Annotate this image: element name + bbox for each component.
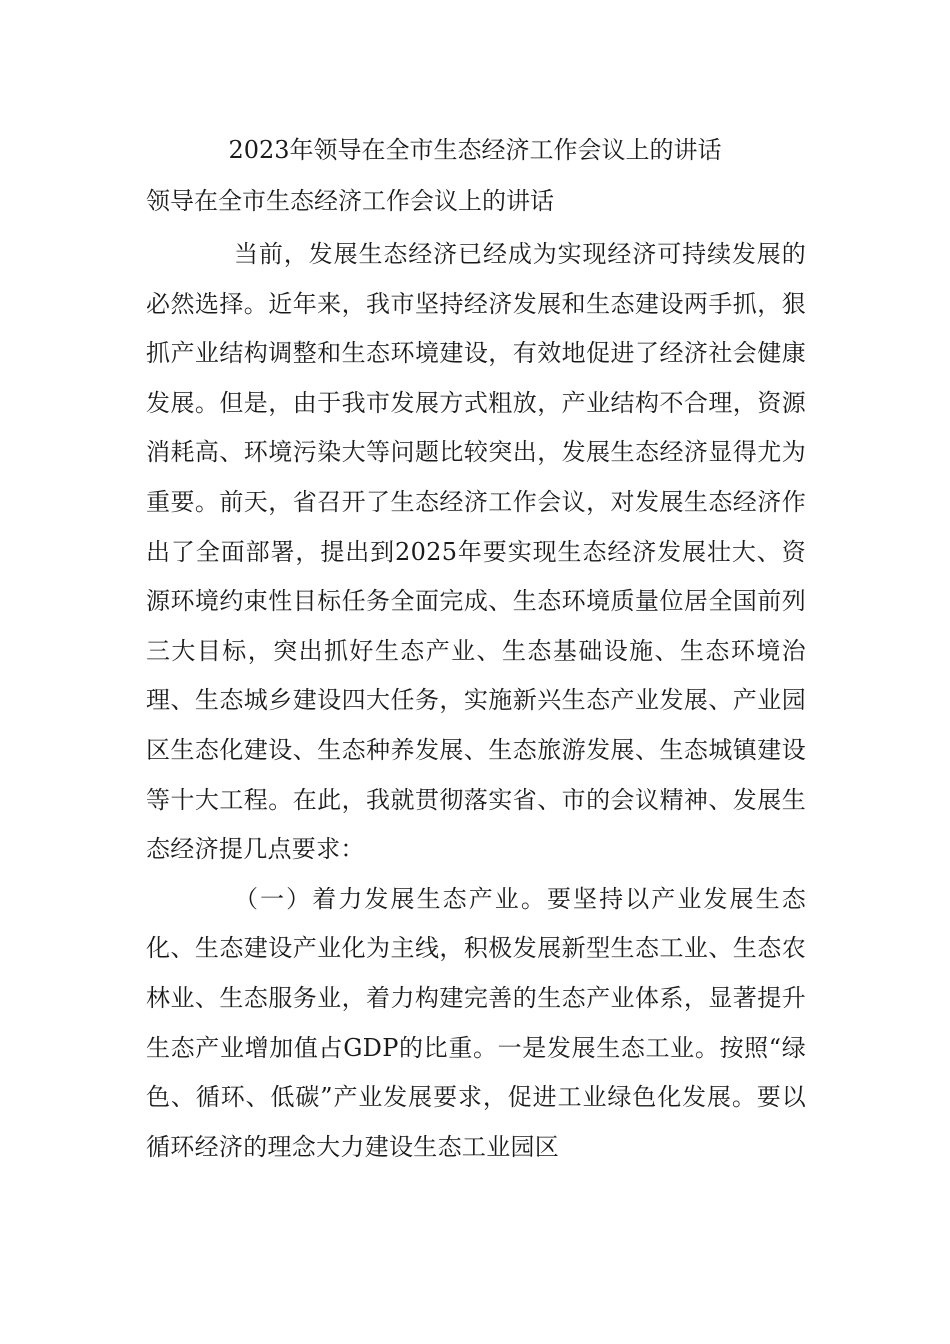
paragraph-section-one: （一）着力发展生态产业。要坚持以产业发展生态化、生态建设产业化为主线，积极发展新型生态工业、生态农林业、生态服务业，着力构建完善的生态产业体系，显著提升生态产业增加值占GDP的比重。一是发展生态工业。按照“绿色、循环、低碳”产业发展要求，促进工业绿色化发展。要以循环经济的理念大力建设生态工业园区 <box>146 884 806 1161</box>
document-title: 2023年领导在全市生态经济工作会议上的讲话 <box>228 136 722 164</box>
paragraph-intro: 当前，发展生态经济已经成为实现经济可持续发展的必然选择。近年来，我市坚持经济发展和生态建设两手抓，狠抓产业结构调整和生态环境建设，有效地促进了经济社会健康发展。但是，由于我市发展方式粗放，产业结构不合理，资源消耗高、环境污染大等问题比较突出，发展生态经济显得尤为重要。前天，省召开了生态经济工作会议，对发展生态经济作出了全面部署，提出到2025年要实现生态经济发展壮大、资源环境约束性目标任务全面完成、生态环境质量位居全国前列三大目标，突出抓好生态产业、生态基础设施、生态环境治理、生态城乡建设四大任务，实施新兴生态产业发展、产业园区生态化建设、生态种养发展、生态旅游发展、生态城镇建设等十大工程。在此，我就贯彻落实省、市的会议精神、发展生态经济提几点要求： <box>146 240 806 864</box>
document-subtitle: 领导在全市生态经济工作会议上的讲话 <box>146 187 554 215</box>
document-body <box>146 230 806 1172</box>
